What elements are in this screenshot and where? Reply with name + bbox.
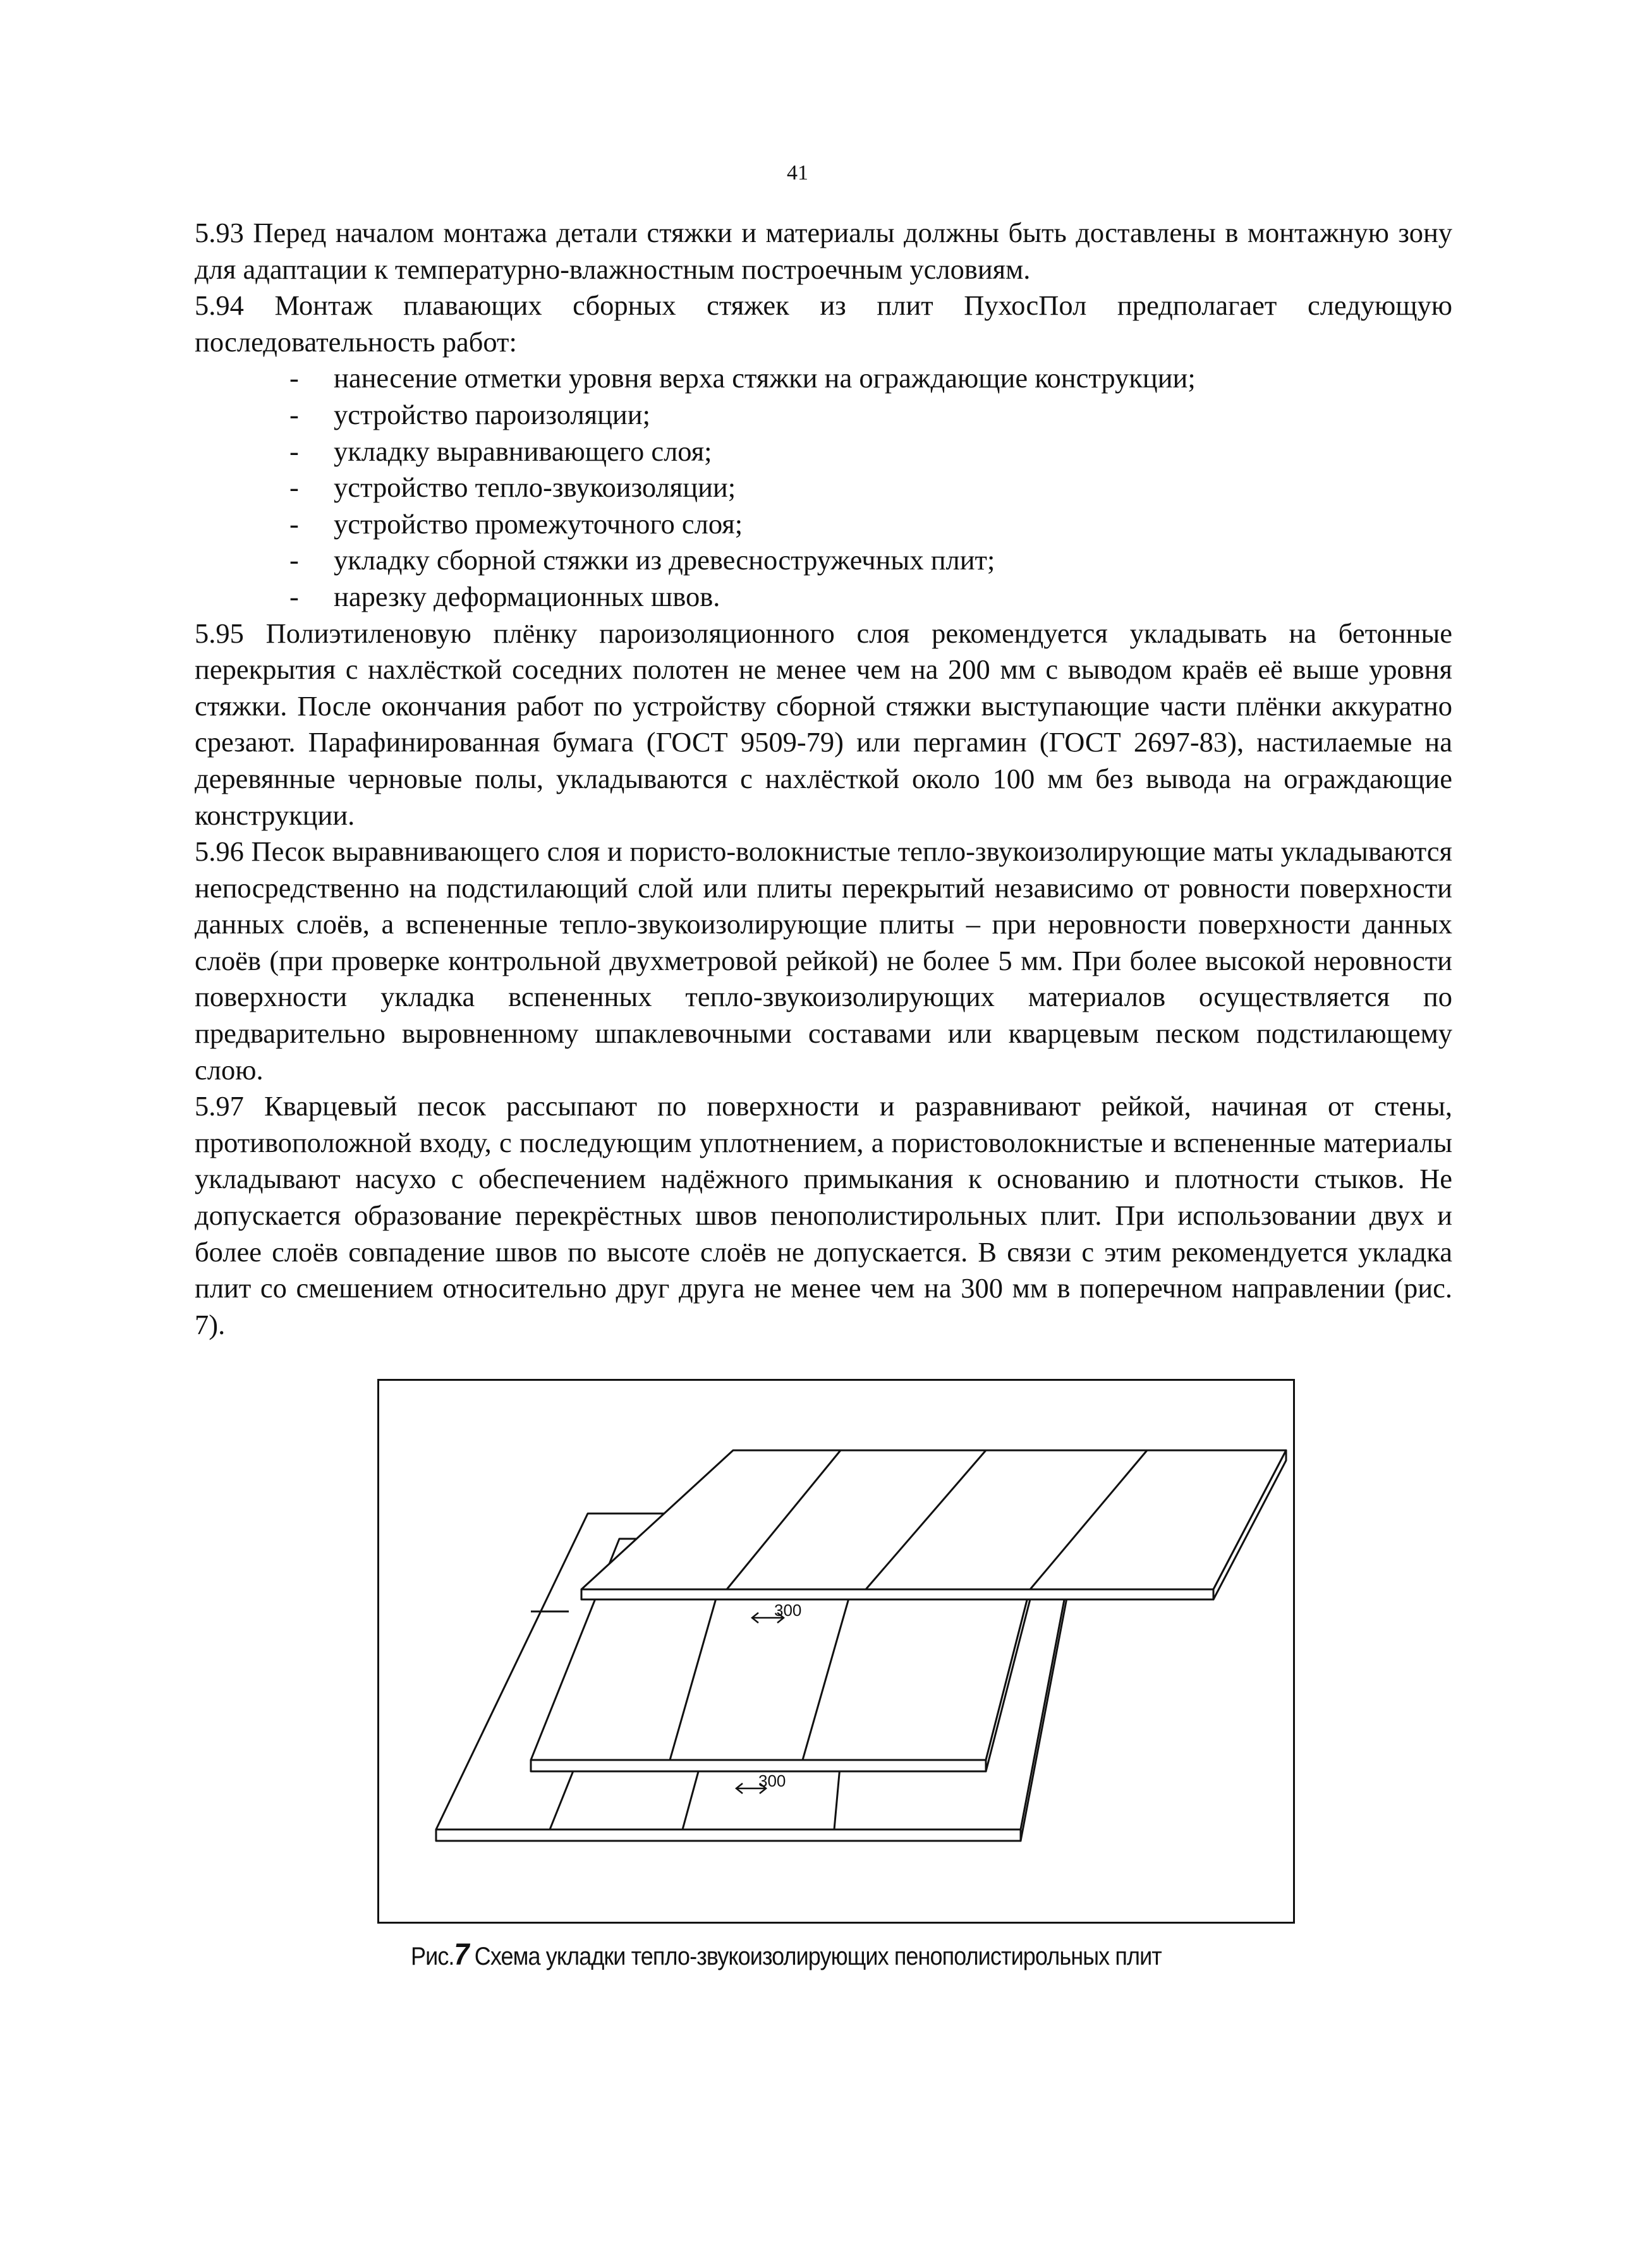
clause-number: 5.95 (195, 617, 244, 649)
figure-number: 7 (454, 1938, 469, 1972)
paragraph-5-93 (195, 215, 1452, 288)
clause-number: 5.94 (195, 289, 244, 322)
slab-layout-diagram (379, 1381, 1293, 1922)
list-item: - укладку выравнивающего слоя; (289, 435, 712, 467)
middle-layer-edge (531, 1760, 986, 1771)
figure-caption: Рис.7 Схема укладки тепло-звукоизолирующих пенополистирольных плит (411, 1938, 1162, 1972)
list-item: - нарезку деформационных швов. (289, 580, 720, 612)
list-item: - нанесение отметки уровня верха стяжки на ограждающие конструкции; (289, 362, 1196, 394)
paragraph-5-94 (195, 288, 1452, 360)
clause-text: Перед началом монтажа детали стяжки и материалы должны быть доставлены в монтажную зону для адаптации к температурно-влажностным построечным условиям. (195, 217, 1453, 285)
bottom-layer-edge (436, 1829, 1021, 1841)
document-body (195, 215, 1452, 1343)
clause-text: Монтаж плавающих сборных стяжек из плит ПухосПол предполагает следующую последовательность работ: (195, 289, 1452, 358)
paragraph-5-95 (195, 616, 1452, 834)
list-item: - устройство пароизоляции; (289, 398, 650, 430)
clause-text: Песок выравнивающего слоя и пористо-волокнистые тепло-звукоизолирующие маты укладываются непосредственно на подстилающий слой или плиты перекрытий независимо от ровности поверхности данных слоёв, а вспененные тепло-звукоизолирующие плиты – при неровности поверхности данных слоёв (при проверке контрольной двухметровой рейкой) не более 5 мм. При более высокой неровности поверхности укладка вспененных тепло-звукоизолирующих материалов осуществляется по предварительно выровненному шпаклевочными составами или кварцевым песком подстилающему слою. (195, 835, 1452, 1086)
page-number: 41 (787, 161, 808, 185)
dimension-label-upper: 300 (774, 1601, 802, 1620)
list-item: - укладку сборной стяжки из древесностружечных плит; (289, 544, 995, 576)
top-layer-edge (581, 1589, 1213, 1599)
clause-number: 5.97 (195, 1090, 244, 1122)
paragraph-5-97 (195, 1088, 1452, 1343)
paragraph-5-96 (195, 834, 1452, 1088)
list-item: - устройство тепло-звукоизоляции; (289, 471, 736, 504)
clause-number: 5.93 (195, 217, 244, 248)
dimension-label-lower: 300 (758, 1771, 786, 1790)
top-layer-slab (581, 1450, 1286, 1589)
clause-text: Полиэтиленовую плёнку пароизоляционного слоя рекомендуется укладывать на бетонные перекрытия с нахлёсткой соседних полотен не менее чем на 200 мм с выводом краёв её выше уровня стяжки. После окончания работ по устройству сборной стяжки выступающие части плёнки аккуратно срезают. Парафинированная бумага (ГОСТ 9509-79) или пергамин (ГОСТ 2697-83), настилаемые на деревянные черновые полы, укладываются с нахлёсткой около 100 мм без вывода на ограждающие конструкции. (195, 617, 1453, 831)
clause-number: 5.96 (195, 835, 244, 868)
list-item: - устройство промежуточного слоя; (289, 507, 743, 540)
clause-text: Кварцевый песок рассыпают по поверхности и разравнивают рейкой, начиная от стены, противоположной входу, с последующим уплотнением, а пористоволокнистые и вспененные материалы укладывают насухо с обеспечением надёжного примыкания к основанию и плотности стыков. Не допускается образование перекрёстных швов пенополистирольных плит. При использовании двух и более слоёв совпадение швов по высоте слоёв не допускается. В связи с этим рекомендуется укладка плит со смешением относительно друг друга не менее чем на 300 мм в поперечном направлении (рис. 7). (195, 1090, 1452, 1340)
work-sequence-list (195, 360, 1452, 615)
figure-7-frame (377, 1379, 1295, 1924)
